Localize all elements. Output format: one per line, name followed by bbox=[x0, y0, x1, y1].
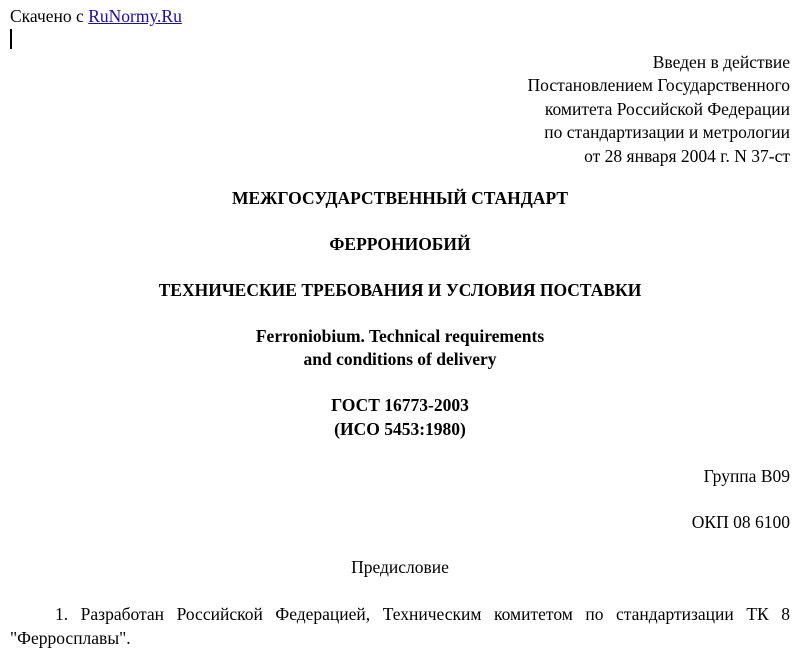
introduction-line: по стандартизации и метрологии bbox=[544, 122, 790, 143]
product-heading: ФЕРРОНИОБИЙ bbox=[329, 234, 471, 254]
english-title-line1: Ferroniobium. Technical requirements bbox=[255, 326, 545, 346]
gost-number: ГОСТ 16773-2003 bbox=[331, 395, 469, 415]
okp-label: ОКП 08 6100 bbox=[691, 512, 790, 532]
source-line bbox=[10, 5, 182, 27]
text-cursor bbox=[10, 29, 12, 49]
standard-type-heading: МЕЖГОСУДАРСТВЕННЫЙ СТАНДАРТ bbox=[231, 188, 569, 208]
group-label: Группа В09 bbox=[703, 466, 790, 486]
english-title-line2: and conditions of delivery bbox=[303, 349, 497, 369]
preface-item-1: 1. Разработан Российской Федерацией, Техническим комитетом по стандартизации ТК 8 "Ферросплавы". bbox=[10, 604, 790, 648]
introduction-block bbox=[528, 51, 791, 168]
introduction-line: Введен в действие bbox=[652, 52, 790, 72]
subject-heading: ТЕХНИЧЕСКИЕ ТРЕБОВАНИЯ И УСЛОВИЯ ПОСТАВКИ bbox=[158, 280, 642, 300]
iso-number: (ИСО 5453:1980) bbox=[334, 419, 466, 439]
introduction-line: комитета Российской Федерации bbox=[544, 98, 790, 119]
introduction-line: Постановлением Государственного bbox=[527, 75, 790, 96]
source-prefix: Скачено с bbox=[10, 6, 89, 26]
preface-heading: Предисловие bbox=[351, 557, 449, 577]
introduction-line: от 28 января 2004 г. N 37-ст bbox=[584, 145, 790, 166]
source-link[interactable]: RuNormy.Ru bbox=[88, 6, 182, 26]
